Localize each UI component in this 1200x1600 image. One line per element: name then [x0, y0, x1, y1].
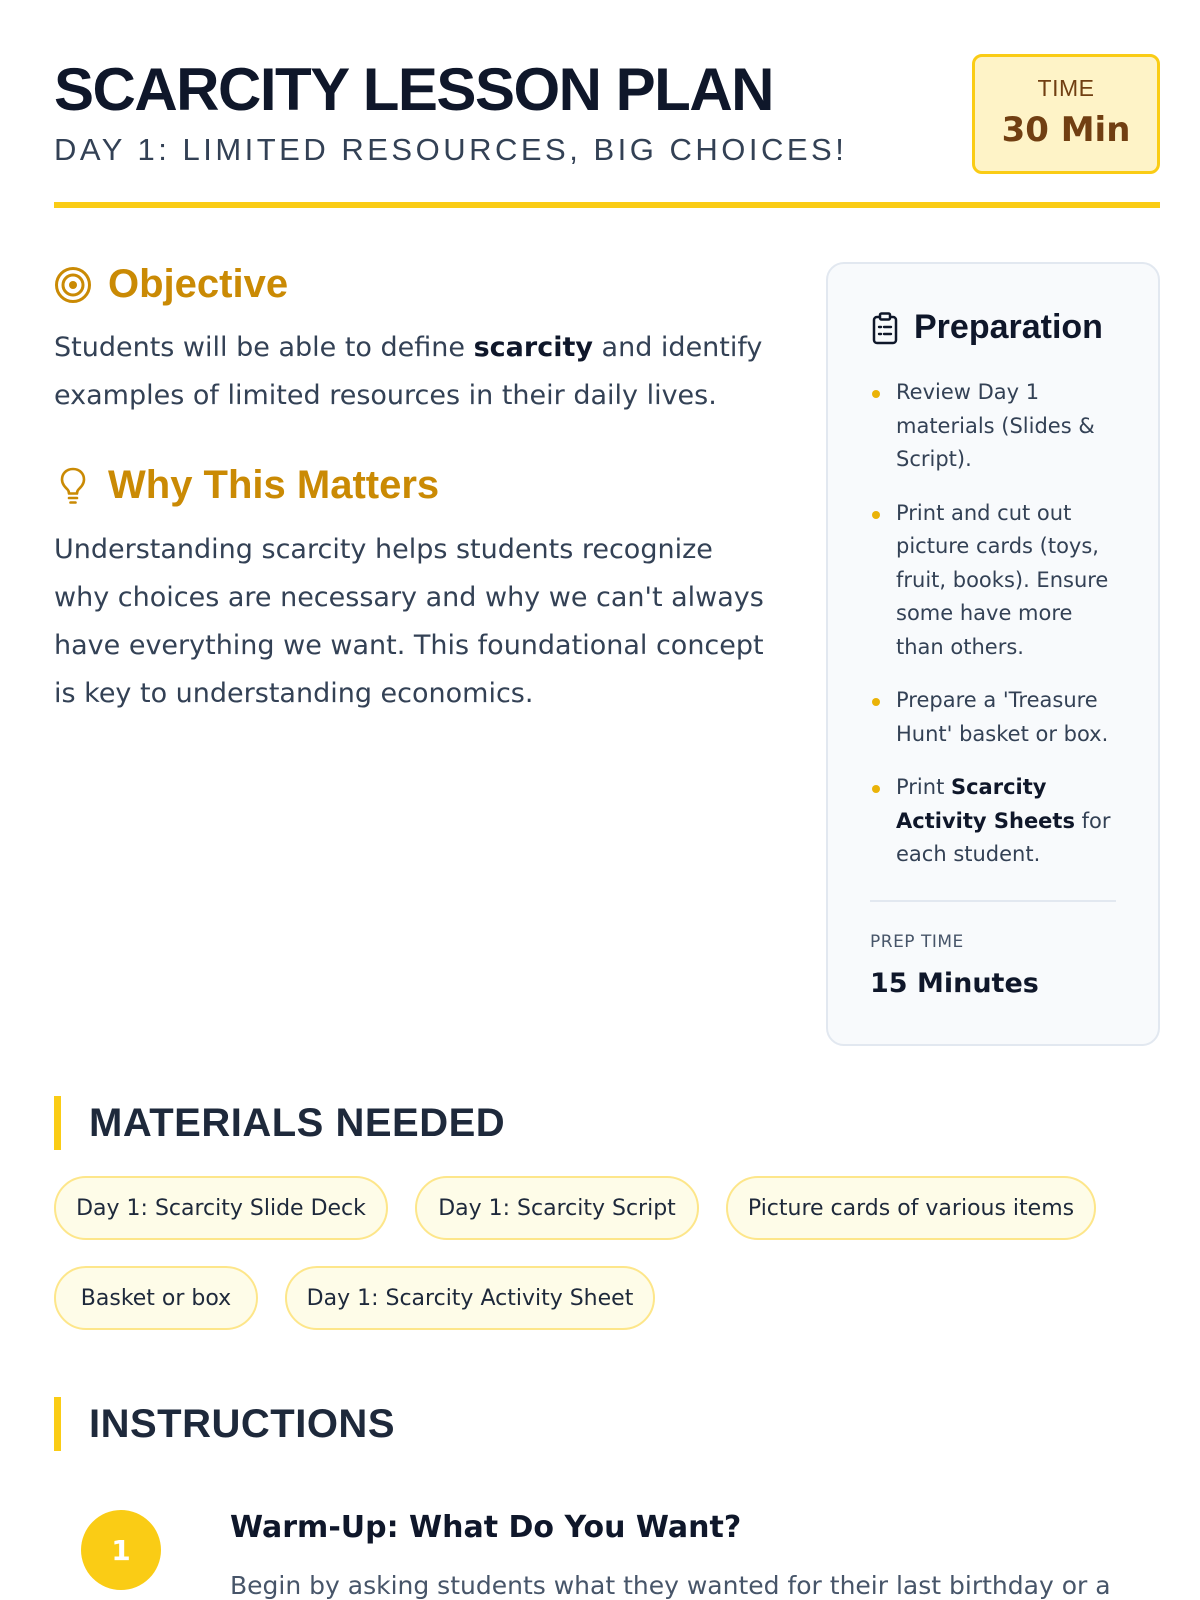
- list-item: Prepare a 'Treasure Hunt' basket or box.: [870, 684, 1120, 751]
- keyword-scarcity: scarcity: [473, 332, 593, 363]
- preparation-title: Preparation: [914, 308, 1103, 346]
- material-chip: Day 1: Scarcity Slide Deck: [54, 1176, 388, 1240]
- materials-heading: [54, 1096, 505, 1150]
- bullet-dot: [872, 511, 880, 519]
- list-item: Print and cut out picture cards (toys, fruit, books). Ensure some have more than others.: [870, 497, 1120, 665]
- time-badge: [972, 54, 1160, 174]
- why-heading: [54, 463, 439, 508]
- page-title: SCARCITY LESSON PLAN: [54, 56, 773, 123]
- material-chip: Basket or box: [54, 1266, 258, 1330]
- step-number-badge: 1: [81, 1510, 161, 1590]
- why-text: Understanding scarcity helps students recognize why choices are necessary and why we can't always have everything we want. This foundational concept is key to understanding economics.: [54, 534, 764, 709]
- preparation-card: [826, 262, 1160, 1046]
- page-subtitle: DAY 1: LIMITED RESOURCES, BIG CHOICES!: [54, 132, 848, 167]
- preparation-list: [870, 376, 1120, 892]
- objective-title: Objective: [108, 262, 289, 306]
- clipboard-icon: [870, 311, 900, 345]
- time-value: 30 Min: [1001, 110, 1131, 150]
- material-chip: Picture cards of various items: [726, 1176, 1096, 1240]
- prep-time-value: 15 Minutes: [870, 968, 1039, 999]
- list-item: Print Scarcity Activity Sheets for each student.: [870, 771, 1120, 872]
- target-icon: [54, 264, 92, 306]
- header-divider: [54, 202, 1160, 208]
- time-label: TIME: [1037, 75, 1095, 101]
- bullet-dot: [872, 390, 880, 398]
- prep-time-label: PREP TIME: [870, 932, 964, 952]
- step-title: Warm-Up: What Do You Want?: [230, 1510, 742, 1545]
- objective-text: Students will be able to define scarcity and identify examples of limited resources in their daily lives.: [54, 332, 763, 411]
- instructions-title: INSTRUCTIONS: [89, 1401, 395, 1446]
- bullet-dot: [872, 698, 880, 706]
- list-item: Review Day 1 materials (Slides & Script).: [870, 376, 1120, 477]
- preparation-heading: [870, 308, 1103, 347]
- bullet-dot: [872, 785, 880, 793]
- lightbulb-icon: [54, 465, 92, 507]
- prep-divider: [870, 900, 1116, 902]
- instructions-heading: [54, 1397, 395, 1451]
- objective-heading: [54, 262, 288, 307]
- lesson-header: [54, 54, 1160, 210]
- material-chip: Day 1: Scarcity Activity Sheet: [285, 1266, 655, 1330]
- step-description: Begin by asking students what they wanted for their last birthday or a: [230, 1571, 1111, 1600]
- why-title: Why This Matters: [108, 463, 440, 507]
- materials-title: MATERIALS NEEDED: [89, 1100, 506, 1145]
- material-chip: Day 1: Scarcity Script: [415, 1176, 699, 1240]
